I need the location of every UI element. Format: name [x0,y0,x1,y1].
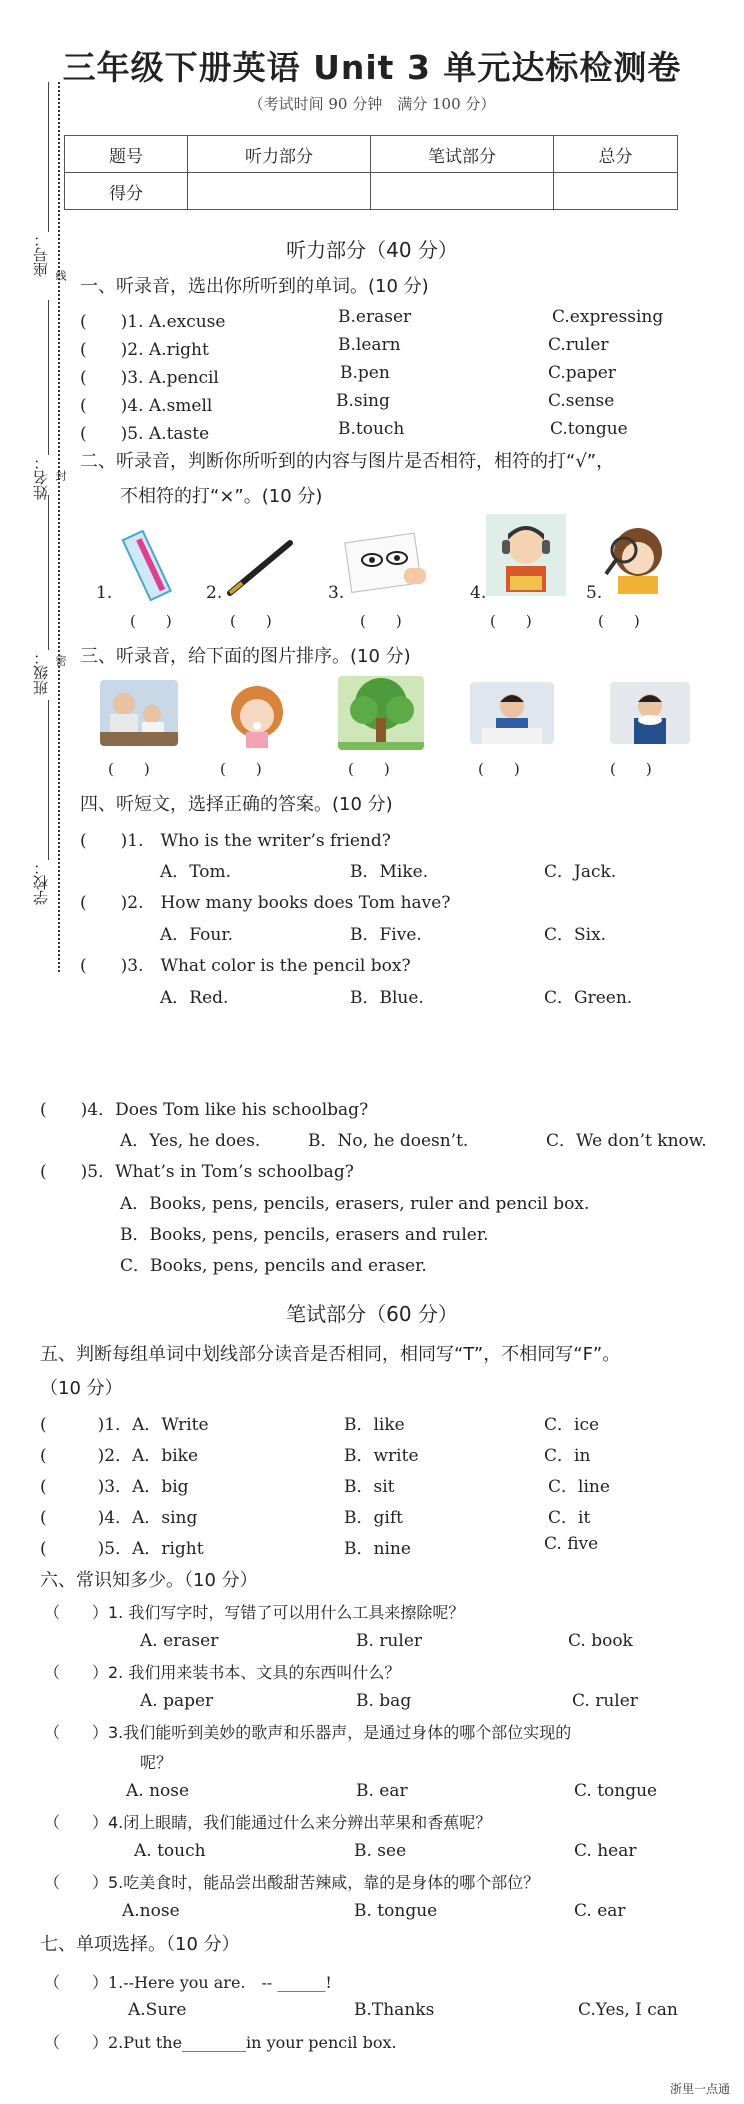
s5-q1-b [344,1410,405,1435]
s3-answer-4[interactable]: ( ) [478,760,520,778]
s6-q4-a: A. touch [134,1841,206,1861]
class-underline [48,495,49,650]
drawing-eyes-picture [342,528,432,598]
s6-q3-c: C. tongue [574,1781,658,1801]
teacher-student-picture [100,680,178,746]
s7-q1-b: B.Thanks [354,2000,435,2020]
s5-q4-b-word: gift [373,1508,403,1528]
s1-q5: ( )5. A.taste [80,424,210,444]
s4-q4-a: A．Yes, he does. [120,1131,261,1151]
s5-q5-b-word: nine [373,1539,411,1559]
s7-q2: （ ）2.Put the________in your pencil box. [44,2033,397,2052]
s5-q1-c-label: C． [544,1415,575,1435]
s4-q5-b: B．Books, pens, pencils, erasers and ruler. [120,1225,489,1245]
s5-q5-num: ( )5．A． [40,1539,162,1559]
s5-q5-c [544,1534,598,1554]
section5-title-line2: （10 分） [40,1378,123,1399]
s5-q2-c-word: in [574,1446,591,1466]
s2-num-1: 1. [96,583,113,603]
s5-q2 [40,1441,198,1466]
s5-q2-b [344,1441,419,1466]
s5-q3-b-label: B． [344,1477,374,1497]
s4-q2-c: C．Six. [544,925,607,945]
s5-q5-b [344,1534,411,1559]
s6-q2-b: B. bag [356,1691,412,1711]
seal-text-line: 线 [54,270,67,281]
s2-answer-4[interactable]: ( ) [490,612,532,630]
score-header-listening: 听力部分 [188,136,371,173]
s5-q5-c-label: C. [544,1534,568,1554]
s2-num-5: 5. [586,583,603,603]
footer-watermark: 浙里一点通 [669,2082,730,2096]
school-label: 学校： [32,860,50,905]
s4-q5-a: A．Books, pens, pencils, erasers, ruler and pencil box. [120,1194,590,1214]
s6-q5-c: C. ear [574,1901,626,1921]
seal-text-feng: 封 [54,470,67,481]
s6-q4-c: C. hear [574,1841,637,1861]
s6-q1: （ ）1. 我们写字时，写错了可以用什么工具来擦除呢？ [44,1603,465,1622]
tree-picture [338,676,424,750]
s6-q2-a: A. paper [140,1691,214,1711]
s5-q4-c-word: it [578,1508,591,1528]
s1-q2-b: B.learn [338,335,401,355]
s2-answer-5[interactable]: ( ) [598,612,640,630]
s5-q5-c-word: five [567,1534,599,1554]
s4-q2-a: A．Four. [160,925,233,945]
s6-q4-b: B. see [354,1841,407,1861]
s4-q3-b: B．Blue. [350,988,424,1008]
s6-q1-b: B. ruler [356,1631,422,1651]
s1-q3-c: C.paper [548,363,616,383]
s5-q1-b-label: B． [344,1415,374,1435]
s6-q1-a: A. eraser [140,1631,219,1651]
s5-q3-c-label: C． [548,1477,579,1497]
s4-q2: ( )2. How many books does Tom have? [80,893,451,913]
s2-num-3: 3. [328,583,345,603]
s4-q1-b: B．Mike. [350,862,429,882]
s3-answer-2[interactable]: ( ) [220,760,262,778]
seal-text-mi: 密 [54,655,67,666]
s5-q4-a: sing [161,1508,198,1528]
page-title: 三年级下册英语 Unit 3 单元达标检测卷 [62,48,682,87]
s6-q1-c: C. book [568,1631,633,1651]
s5-q3-c [548,1472,610,1497]
s1-q3: ( )3. A.pencil [80,368,219,388]
boy-tasting-picture [610,682,690,744]
s6-q3-line1: （ ）3.我们能听到美妙的歌声和乐器声，是通过身体的哪个部位实现的 [44,1723,572,1742]
writing-part-title: 笔试部分（60 分） [286,1302,458,1326]
s5-q4-b-label: B． [344,1508,374,1528]
s5-q4-c [548,1503,590,1528]
s2-answer-3[interactable]: ( ) [360,612,402,630]
s4-q5: ( )5．What’s in Tom’s schoolbag? [40,1162,354,1182]
s7-q1-c: C.Yes, I can [578,2000,678,2020]
section5-title-line1: 五、判断每组单词中划线部分读音是否相同，相同写“T”，不相同写“F”。 [40,1344,621,1365]
s4-q5-c: C．Books, pens, pencils and eraser. [120,1256,427,1276]
s4-q1-a: A．Tom. [160,862,232,882]
s6-q5-b: B. tongue [354,1901,438,1921]
section6-title: 六、常识知多少。（10 分） [40,1570,258,1591]
score-cell-writing[interactable] [371,173,554,210]
score-cell-listening[interactable] [188,173,371,210]
class-label: 班级： [32,650,50,695]
s4-q3-c: C．Green. [544,988,633,1008]
s1-q3-b: B.pen [340,363,390,383]
s6-q5-a: A.nose [122,1901,180,1921]
s4-q2-b: B．Five. [350,925,422,945]
boy-smelling-picture [470,682,554,744]
s6-q2: （ ）2. 我们用来装书本、文具的东西叫什么？ [44,1663,401,1682]
s1-q2: ( )2. A.right [80,340,209,360]
s5-q1-c [544,1410,599,1435]
s4-q3-a: A．Red. [160,988,229,1008]
girl-eating-picture [224,682,290,748]
s1-q1: ( )1. A.excuse [80,312,226,332]
s5-q1-b-word: like [373,1415,405,1435]
s5-q2-num: ( )2．A． [40,1446,162,1466]
s5-q5 [40,1534,204,1559]
s5-q3-b-word: sit [373,1477,395,1497]
s4-q4: ( )4．Does Tom like his schoolbag? [40,1100,369,1120]
s1-q4: ( )4. A.smell [80,396,213,416]
s6-q2-c: C. ruler [572,1691,638,1711]
boy-listening-picture [486,514,566,596]
s5-q4-c-label: C． [548,1508,579,1528]
name-label: 姓名： [32,455,50,500]
section3-title: 三、听录音，给下面的图片排序。(10 分) [80,646,411,667]
s6-q4: （ ）4.闭上眼睛，我们能通过什么来分辨出苹果和香蕉呢？ [44,1813,492,1832]
s1-q4-c: C.sense [548,391,615,411]
s3-answer-5[interactable]: ( ) [610,760,652,778]
s4-q3: ( )3. What color is the pencil box? [80,956,411,976]
s5-q1-a: Write [161,1415,209,1435]
score-table [64,135,678,210]
s5-q2-c-label: C． [544,1446,575,1466]
s1-q1-c: C.expressing [552,307,664,327]
s2-answer-2[interactable]: ( ) [230,612,272,630]
s5-q1-num: ( )1．A． [40,1415,162,1435]
s5-q1-c-word: ice [574,1415,600,1435]
s2-num-2: 2. [206,583,223,603]
s2-num-4: 4. [470,583,487,603]
s2-answer-1[interactable]: ( ) [130,612,172,630]
s6-q3-a: A. nose [126,1781,190,1801]
s4-q4-b: B．No, he doesn’t. [308,1131,469,1151]
s3-answer-1[interactable]: ( ) [108,760,150,778]
s1-q4-b: B.sing [336,391,390,411]
pen-picture [220,535,300,600]
s6-q5: （ ）5.吃美食时，能品尝出酸甜苦辣咸，靠的是身体的哪个部位？ [44,1873,540,1892]
s6-q3-line2: 呢？ [140,1753,173,1772]
ruler-picture [108,530,188,602]
section2-title-line2: 不相符的打“×”。(10 分) [120,486,323,507]
seat-label: 座号： [32,232,50,277]
s5-q3 [40,1472,189,1497]
score-header-item: 题号 [65,136,188,173]
name-underline [48,300,49,455]
s5-q3-a: big [161,1477,189,1497]
s1-q5-c: C.tongue [550,419,628,439]
s5-q5-b-label: B． [344,1539,374,1559]
section1-title: 一、听录音，选出你所听到的单词。(10 分) [80,276,429,297]
sidebar-fold-line [58,82,60,972]
section7-title: 七、单项选择。（10 分） [40,1934,240,1955]
girl-magnifier-picture [596,514,678,596]
exam-info: （考试时间 90 分钟 满分 100 分） [248,95,496,113]
s5-q2-b-label: B． [344,1446,374,1466]
section2-title-line1: 二、听录音，判断你所听到的内容与图片是否相符，相符的打“√”， [80,451,615,472]
s5-q2-b-word: write [373,1446,419,1466]
s5-q1 [40,1410,209,1435]
score-cell-total[interactable] [554,173,678,210]
s7-q1-a: A.Sure [128,2000,187,2020]
s1-q1-b: B.eraser [338,307,412,327]
s4-q1: ( )1. Who is the writer’s friend? [80,831,391,851]
s4-q1-c: C．Jack. [544,862,617,882]
section4-title: 四、听短文，选择正确的答案。(10 分) [80,794,393,815]
s4-q4-c: C．We don’t know. [546,1131,707,1151]
score-header-writing: 笔试部分 [371,136,554,173]
s7-q1: （ ）1.--Here you are. -- ______! [44,1973,332,1992]
s5-q4-num: ( )4．A． [40,1508,162,1528]
s5-q3-num: ( )3．A． [40,1477,162,1497]
s5-q4 [40,1503,197,1528]
score-row-label: 得分 [65,173,188,210]
s1-q2-c: C.ruler [548,335,609,355]
school-underline [48,700,49,860]
s1-q5-b: B.touch [338,419,405,439]
s5-q5-a: right [161,1539,204,1559]
s5-q3-c-word: line [578,1477,610,1497]
s5-q2-a: bike [161,1446,199,1466]
listening-part-title: 听力部分（40 分） [286,238,458,262]
s6-q3-b: B. ear [356,1781,408,1801]
s5-q4-b [344,1503,403,1528]
s3-answer-3[interactable]: ( ) [348,760,390,778]
score-header-total: 总分 [554,136,678,173]
s5-q3-b [344,1472,395,1497]
s5-q2-c [544,1441,590,1466]
